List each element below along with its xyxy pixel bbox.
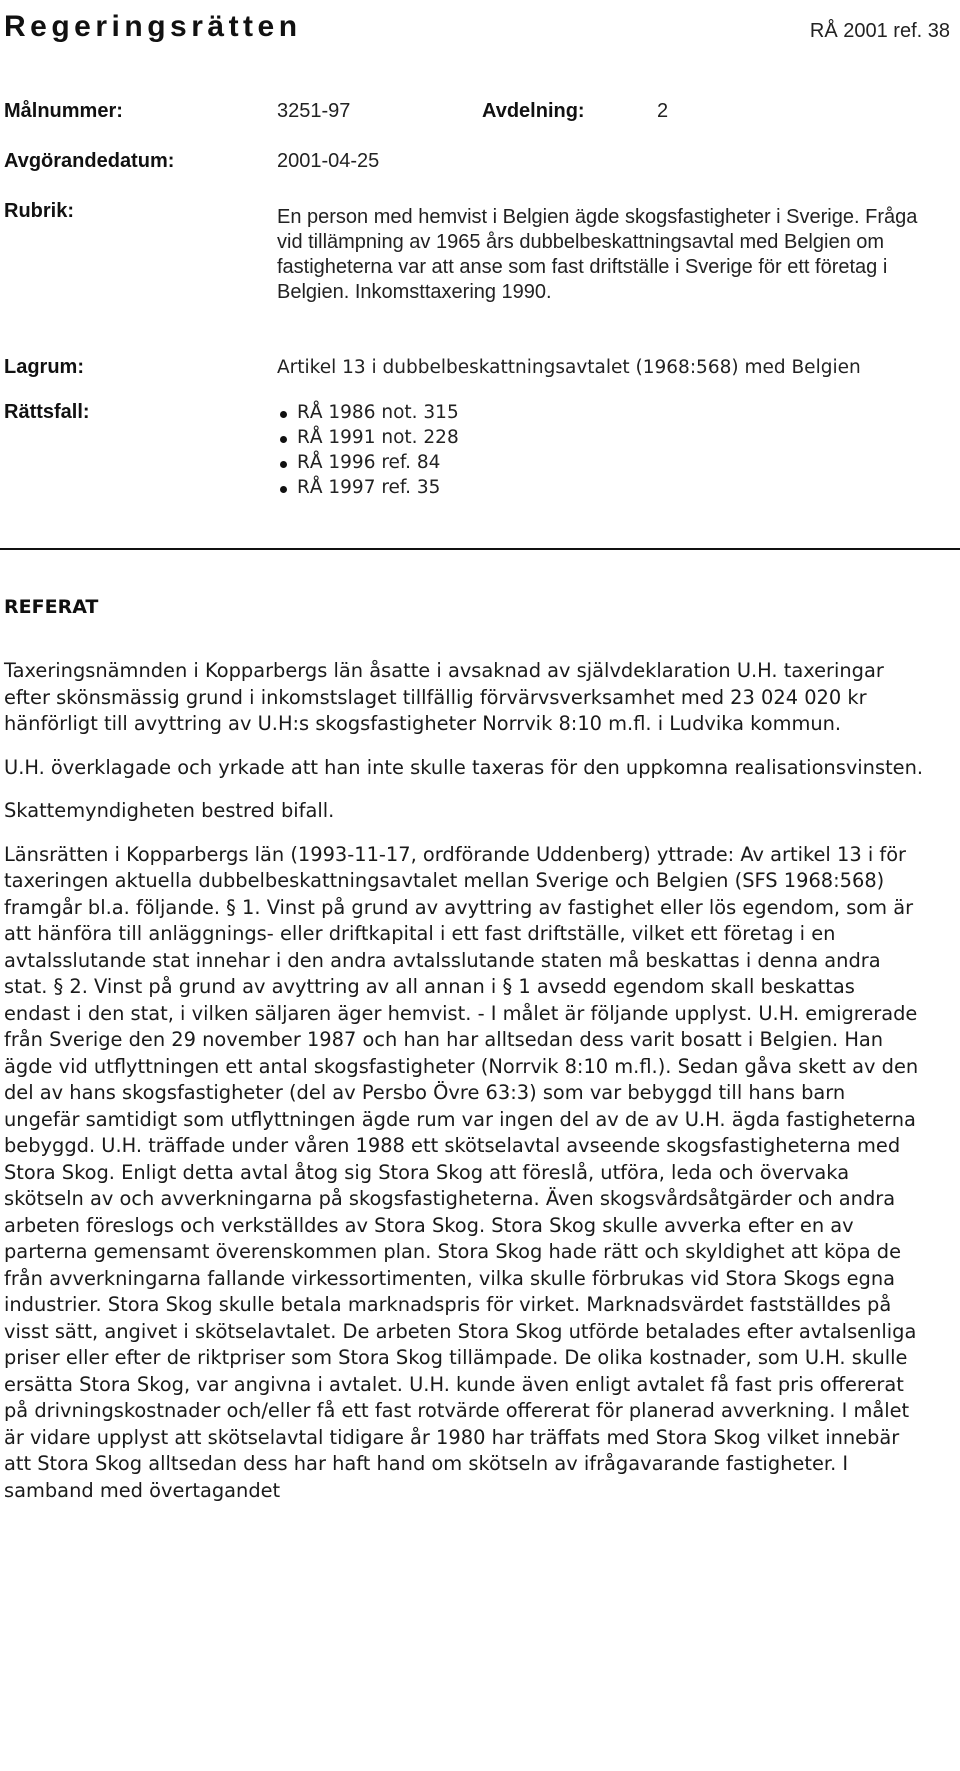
referat-body [4,658,924,1521]
lagrum-text: Artikel 13 i dubbelbeskattningsavtalet (1968:568) med Belgien [277,357,861,378]
body-paragraph: Skattemyndigheten bestred bifall. [4,799,335,822]
list-item: RÅ 1996 ref. 84 [279,450,459,475]
list-item: RÅ 1997 ref. 35 [279,475,459,500]
rattsfall-label: Rättsfall: [4,401,90,423]
list-item: RÅ 1991 not. 228 [279,425,459,450]
page-title: Regeringsrätten [4,10,302,43]
body-paragraph: Taxeringsnämnden i Kopparbergs län åsatte i avsaknad av självdeklaration U.H. taxeringar efter skönsmässig grund i inkomstslaget tillfällig förvärvsverksamhet med 23 024 020 kr hänförligt till avyttring av U.H:s skogsfastigheter Norrvik 8:10 m.fl. i Ludvika kommun. [4,659,884,735]
body-paragraph: U.H. överklagade och yrkade att han inte skulle taxeras för den uppkomna realisationsvinsten. [4,755,924,779]
body-paragraph: Länsrätten i Kopparbergs län (1993-11-17, ordförande Uddenberg) yttrade: Av artikel 13 i för taxeringen aktuella dubbelbeskattningsavtalet mellan Sverige och Belgien (SFS 1968:568) framgår bl.a. följande. § 1. Vinst på grund av avyttring av fastighet eller lös egendom, som är att hänföra till anläggnings- eller driftkapital i ett fast driftställe, vilket ett företag i en avtalsslutande stat innehar i den andra avtalsslutande staten må beskattas i denna andra stat. § 2. Vinst på grund av avyttring av all annan i § 1 avsedd egendom skall beskattas endast i den stat, i vilken säljaren äger hemvist. - I målet är följande upplyst. U.H. emigrerade från Sverige den 29 november 1987 och han har alltsedan dess varit bosatt i Belgien. Han ägde vid utflyttningen ett antal skogsfastigheter (Norrvik 8:10 m.fl.). Sedan gåva skett av den del av hans skogsfastigheter (del av Persbo Övre 63:3) som var bebyggd till hans barn ungefär samtidigt som utflyttningen ägde rum var ingen del av de av U.H. ägda fastigheterna bebyggd. U.H. träffade under våren 1988 ett skötselavtal avseende skogsfastigheterna med Stora Skog. Enligt detta avtal åtog sig Stora Skog att föreslå, utföra, leda och övervaka skötseln av och avverkningarna på skogsfastigheterna. Även skogsvårdsåtgärder och andra arbeten föreslogs och verkställdes av Stora Skog. Stora Skog skulle avverka efter en av parterna gemensamt överenskommen plan. Stora Skog hade rätt och skyldighet att köpa de från avverkningarna fallande virkessortimenten, vilka skulle förbrukas vid Stora Skogs egna industrier. Stora Skog skulle betala marknadspris för virket. Marknadsvärdet fastställdes på visst sätt, angivet i skötselavtalet. De arbeten Stora Skog utförde betalades efter avtalsenliga priser eller efter de riktpriser som Stora Skog tillämpade. De olika kostnader, som U.H. skulle ersätta Stora Skog, var angivna i avtalet. U.H. kunde även enligt avtalet få fast pris offererat på drivningskostnader och/eller få ett fast rotvärde offererat för planerad avverkning. I målet är vidare upplyst att skötselavtal tidigare år 1980 har träffats med Stora Skog vilket innebär att Stora Skog alltsedan dess har haft hand om skötseln av ifrågavarande fastigheter. I samband med övertagandet [4,842,919,1502]
avdelning-value: 2 [657,100,669,122]
avgorandedatum-label: Avgörandedatum: [4,150,175,172]
rubrik-text: En person med hemvist i Belgien ägde skogsfastigheter i Sverige. Fråga vid tillämpning av 1965 års dubbelbeskattningsavtal med Belgien om fastigheterna var att anse som fast driftställe i Sverige för ett företag i Belgien. Inkomsttaxering 1990. [277,206,918,303]
malnummer-label: Målnummer: [4,100,123,122]
avgorandedatum-value: 2001-04-25 [277,150,380,172]
case-reference: RÅ 2001 ref. 38 [809,20,950,42]
section-divider [0,548,960,550]
malnummer-value: 3251-97 [277,100,351,122]
avdelning-label: Avdelning: [482,100,585,122]
list-item: RÅ 1986 not. 315 [279,400,459,425]
rattsfall-list [279,400,459,500]
lagrum-label: Lagrum: [4,356,84,378]
section-heading: REFERAT [4,596,99,618]
rubrik-label: Rubrik: [4,200,74,222]
